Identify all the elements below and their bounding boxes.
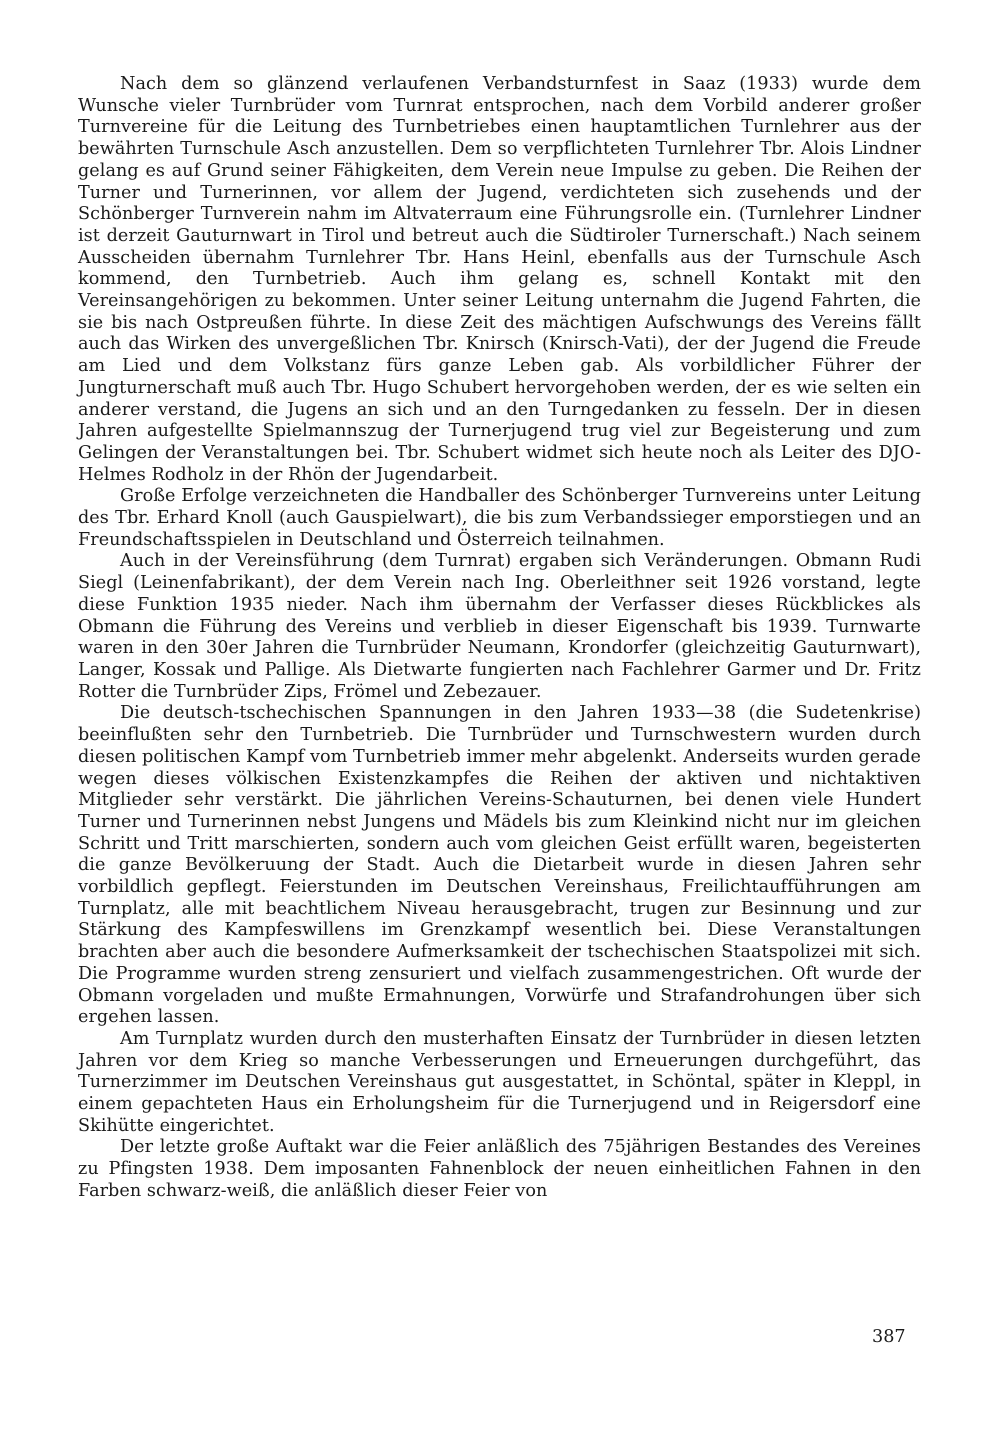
paragraph-3: Auch in der Vereinsführung (dem Turnrat) ergaben sich Veränderungen. Obmann Rudi Siegl (Leinenfabrikant), der dem Verein nach Ing. Oberleithner seit 1926 vorstand, legte diese Funktion 1935 nieder. Nach ihm übernahm der Verfasser dieses Rückblickes als Obmann die Führung des Vereins und verblieb in dieser Eigenschaft bis 1939. Turnwarte waren in den 30er Jahren die Turnbrüder Neumann, Krondorfer (gleichzeitig Gauturnwart), Langer, Kossak und Pallige. Als Dietwarte fungierten nach Fachlehrer Garmer und Dr. Fritz Rotter die Turnbrüder Zips, Frömel und Zebezauer. bbox=[78, 551, 921, 702]
page-number: 387 bbox=[872, 1327, 906, 1347]
body-text bbox=[78, 74, 921, 1203]
paragraph-4: Die deutsch-tschechischen Spannungen in den Jahren 1933—38 (die Sudetenkrise) beeinflußten sehr den Turnbetrieb. Die Turnbrüder und Turnschwestern wurden durch diesen politischen Kampf vom Turnbetrieb immer mehr abgelenkt. Anderseits wurden gerade wegen dieses völkischen Existenzkampfes die Reihen der aktiven und nichtaktiven Mitglieder sehr verstärkt. Die jährlichen Vereins-Schauturnen, bei denen viele Hundert Turner und Turnerinnen nebst Jungens und Mädels bis zum Kleinkind nicht nur im gleichen Schritt und Tritt marschierten, sondern auch vom gleichen Geist erfüllt waren, begeisterten die ganze Bevölkeruung der Stadt. Auch die Dietarbeit wurde in diesen Jahren sehr vorbildlich gepflegt. Feierstunden im Deutschen Vereinshaus, Freilichtaufführungen am Turnplatz, alle mit beachtlichem Niveau herausgebracht, trugen zur Besinnung und zur Stärkung des Kampfeswillens im Grenzkampf wesentlich bei. Diese Veranstaltungen brachten aber auch die besondere Aufmerksamkeit der tschechischen Staatspolizei mit sich. Die Programme wurden streng zensuriert und vielfach zusammengestrichen. Oft wurde der Obmann vorgeladen und mußte Ermahnungen, Vorwürfe und Strafandrohungen über sich ergehen lassen. bbox=[78, 703, 921, 1028]
paragraph-6: Der letzte große Auftakt war die Feier anläßlich des 75jährigen Bestandes des Vereines zu Pfingsten 1938. Dem imposanten Fahnenblock der neuen einheitlichen Fahnen in den Farben schwarz-weiß, die anläßlich dieser Feier von bbox=[78, 1137, 921, 1201]
paragraph-2: Große Erfolge verzeichneten die Handballer des Schönberger Turnvereins unter Leitung des Tbr. Erhard Knoll (auch Gauspielwart), die bis zum Verbandssieger emporstiegen und an Freundschaftsspielen in Deutschland und Österreich teilnahmen. bbox=[78, 486, 921, 550]
paragraph-5: Am Turnplatz wurden durch den musterhaften Einsatz der Turnbrüder in diesen letzten Jahren vor dem Krieg so manche Verbesserungen und Erneuerungen durchgeführt, das Turnerzimmer im Deutschen Vereinshaus gut ausgestattet, in Schöntal, später in Kleppl, in einem gepachteten Haus ein Erholungsheim für die Turnerjugend und in Reigersdorf eine Skihütte eingerichtet. bbox=[78, 1028, 921, 1136]
paragraph-1: Nach dem so glänzend verlaufenen Verbandsturnfest in Saaz (1933) wurde dem Wunsche vieler Turnbrüder vom Turnrat entsprochen, nach dem Vorbild anderer großer Turnvereine für die Leitung des Turnbetriebes einen hauptamtlichen Turnlehrer aus der bewährten Turnschule Asch anzustellen. Dem so verpflichteten Turnlehrer Tbr. Alois Lindner gelang es auf Grund seiner Fähigkeiten, dem Verein neue Impulse zu geben. Die Reihen der Turner und Turnerinnen, vor allem der Jugend, verdichteten sich zusehends und der Schönberger Turnverein nahm im Altvaterraum eine Führungsrolle ein. (Turnlehrer Lindner ist derzeit Gauturnwart in Tirol und betreut auch die Südtiroler Turnerschaft.) Nach seinem Ausscheiden übernahm Turnlehrer Tbr. Hans Heinl, ebenfalls aus der Turnschule Asch kommend, den Turnbetrieb. Auch ihm gelang es, schnell Kontakt mit den Vereinsangehörigen zu bekommen. Unter seiner Leitung unternahm die Jugend Fahrten, die sie bis nach Ostpreußen führte. In diese Zeit des mächtigen Aufschwungs des Vereins fällt auch das Wirken des unvergeßlichen Tbr. Knirsch (Knirsch-Vati), der der Jugend die Freude am Lied und dem Volkstanz fürs ganze Leben gab. Als vorbildlicher Führer der Jungturnerschaft muß auch Tbr. Hugo Schubert hervorgehoben werden, der es wie selten ein anderer verstand, die Jugens an sich und an den Turngedanken zu fesseln. Der in diesen Jahren aufgestellte Spielmannszug der Turnerjugend trug viel zur Begeisterung und zum Gelingen der Veranstaltungen bei. Tbr. Schubert widmet sich heute noch als Leiter des DJO-Helmes Rodholz in der Rhön der Jugendarbeit. bbox=[78, 74, 921, 485]
